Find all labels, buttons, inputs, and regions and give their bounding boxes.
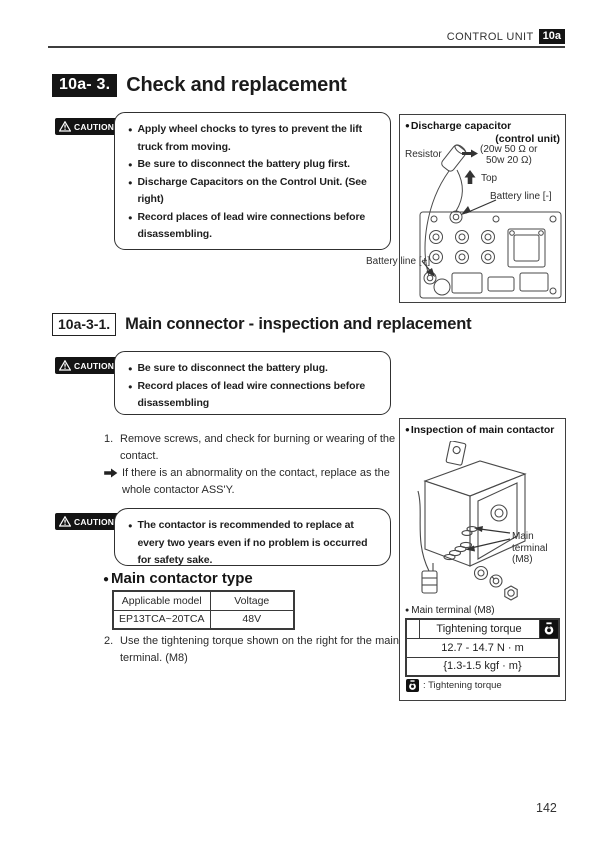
step-2 [104,633,399,666]
torque-value-kgf: {1.3-1.5 kgf · m} [406,657,559,676]
figure2-title: ● Inspection of main contactor [405,424,554,436]
battery-plus-arrow [420,258,442,284]
warning-triangle-icon [59,360,71,371]
torque-header-cell: Tightening torque [419,619,539,638]
header-applicable-model: Applicable model [113,591,210,610]
warning-triangle-icon [59,121,71,132]
caution-box-1 [114,112,391,250]
caution-label: CAUTION [74,121,115,132]
terminal-label-line: (M8) [512,554,533,565]
warning-triangle-icon [59,516,71,527]
caution-item: ● Be sure to disconnect the battery plug first. [128,156,382,174]
step-number: 1. [104,433,114,445]
caution-label: CAUTION [74,516,115,527]
cell-voltage: 48V [210,610,294,629]
caution-item: ● Record places of lead wire connections before disassembling [128,378,382,413]
section2-number-badge: 10a-3-1. [52,313,116,336]
torque-value-nm: 12.7 - 14.7 N · m [406,638,559,657]
contactor-type-table [112,590,295,630]
wrench-icon [539,619,559,638]
battery-minus-label: Battery line [-] [490,191,552,202]
step-text: Use the tightening torque shown on the right for the main terminal. (M8) [120,635,399,664]
header-rule [48,46,565,48]
caution-badge-1 [55,118,119,135]
note-row [104,465,398,498]
step-text: Remove screws, and check for burning or wearing of the contact. [120,433,396,462]
note-text: If there is an abnormality on the contact, replace as the whole contactor ASS'Y. [122,467,390,496]
section2-heading [52,313,471,336]
page-header [447,29,565,44]
note-arrow-icon [104,465,122,498]
caution-label: CAUTION [74,360,115,371]
cell-model: EP13TCA~20TCA [113,610,210,629]
step-1 [104,431,398,464]
section2-title: Main connector - inspection and replacement [125,315,472,333]
top-label: Top [481,173,498,184]
table-row [113,610,294,629]
contactor-type-heading: ● Main contactor type [103,570,253,587]
main-terminal-label [512,531,548,566]
resistor-label: Resistor [405,149,442,160]
caution-box-3 [114,508,391,566]
caution-badge-3 [55,513,119,530]
figure1-subtitle: (control unit) [495,133,560,145]
caution-item: ● Record places of lead wire connections before disassembling. [128,209,382,244]
torque-legend [406,679,502,692]
step-number: 2. [104,635,114,647]
caution-item: ● Be sure to disconnect the battery plug. [128,360,382,378]
torque-caption: ● Main terminal (M8) [405,605,495,616]
caution-item: ● Apply wheel chocks to tyres to prevent the lift truck from moving. [128,121,382,156]
spacer-cell [406,619,419,638]
terminal-label-line: Main [512,531,534,542]
header-voltage: Voltage [210,591,294,610]
caution-box-2 [114,351,391,415]
torque-header-row [406,619,559,638]
page-number: 142 [536,801,557,815]
legend-text: : Tightening torque [423,680,502,691]
caution-item: ● Discharge Capacitors on the Control Unit. (See right) [128,174,382,209]
section1-title: Check and replacement [126,74,347,96]
header-section-title: CONTROL UNIT [446,30,534,43]
caution-badge-2 [55,357,119,374]
contactor-drawing [400,441,567,613]
procedure-steps [104,431,398,498]
section1-heading [52,74,347,97]
section1-number-badge: 10a- 3. [52,74,117,97]
wrench-icon [406,679,419,692]
terminal-label-line: terminal [512,542,548,554]
resistor-rating-line1: (20w 50 Ω or [480,144,538,155]
battery-plus-label: Battery line [+] [366,256,431,267]
torque-value-row [406,638,559,657]
resistor-rating-line2: 50w 20 Ω) [486,155,532,166]
table-header-row [113,591,294,610]
figure1-title: ● Discharge capacitor [405,120,511,132]
caution-item: ● The contactor is recommended to replace at every two years even if no problem is occurred for safety sake. [128,517,382,570]
figure-main-contactor [399,418,566,701]
torque-table [405,618,560,677]
chapter-badge: 10a [539,29,565,44]
torque-value-row [406,657,559,676]
